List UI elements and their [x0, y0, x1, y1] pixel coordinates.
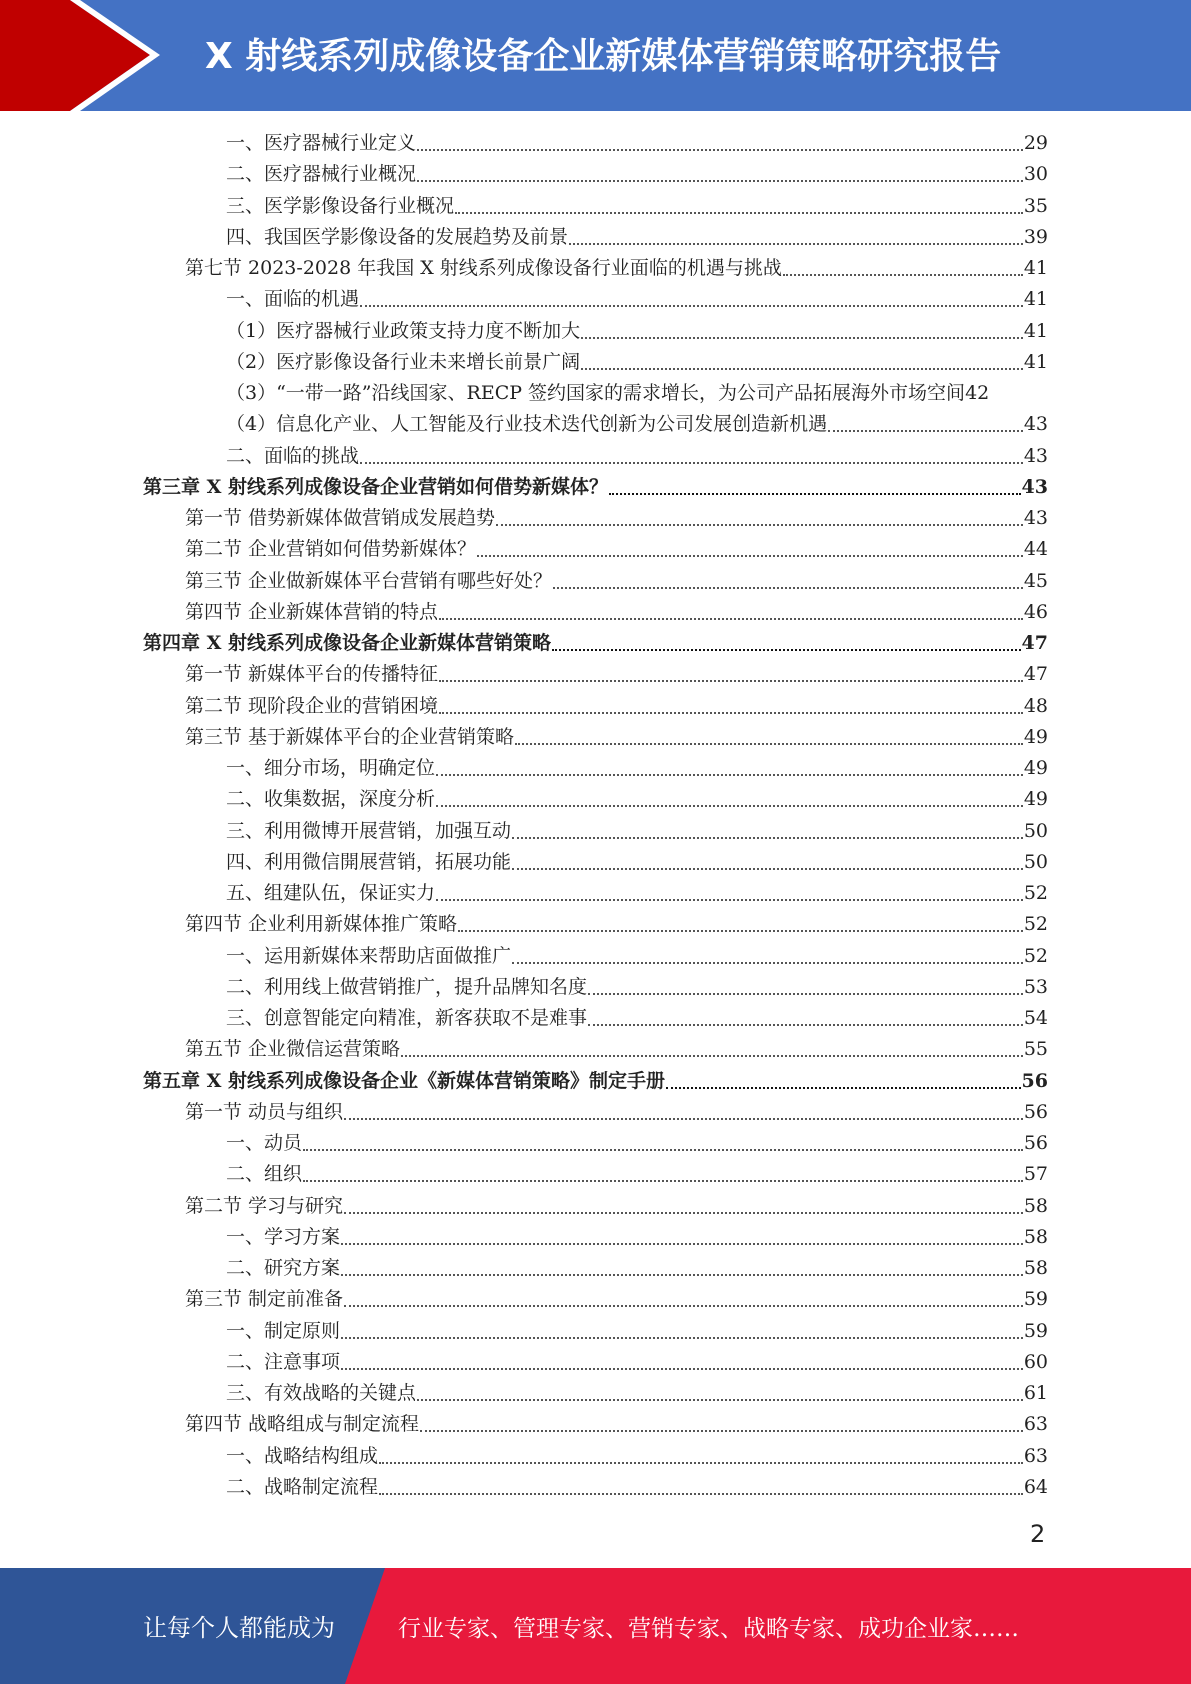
toc-entry-title: 第四章 X 射线系列成像设备企业新媒体营销策略: [143, 632, 551, 654]
toc-entry-title: （2）医疗影像设备行业未来增长前景广阔: [226, 350, 581, 373]
toc-dot-leader: [436, 774, 1023, 776]
toc-entry-page: 60: [1023, 1350, 1048, 1373]
toc-dot-leader: [588, 993, 1023, 995]
toc-entry[interactable]: [185, 597, 1048, 628]
toc-entry[interactable]: [226, 1472, 1048, 1503]
header-red-arrow-decoration: [0, 0, 150, 111]
toc-entry-page: 56: [1023, 1100, 1048, 1123]
toc-entry-title: 四、利用微信開展营销，拓展功能: [226, 850, 512, 873]
toc-entry[interactable]: [226, 878, 1048, 909]
toc-dot-leader: [341, 1337, 1023, 1339]
toc-dot-leader: [401, 1055, 1023, 1057]
toc-dot-leader: [303, 1149, 1023, 1151]
toc-entry-page: 58: [1023, 1257, 1048, 1279]
toc-entry-page: 52: [1023, 882, 1048, 904]
toc-entry[interactable]: [226, 441, 1048, 472]
toc-dot-leader: [477, 555, 1023, 557]
toc-entry-page: 39: [1023, 225, 1048, 248]
toc-entry-title: 二、研究方案: [226, 1257, 341, 1279]
toc-entry[interactable]: [185, 659, 1048, 690]
toc-entry[interactable]: [143, 472, 1048, 503]
toc-entry[interactable]: [185, 1034, 1048, 1065]
toc-dot-leader: [496, 524, 1023, 526]
toc-entry[interactable]: [143, 1066, 1048, 1097]
toc-entry[interactable]: [226, 378, 1048, 409]
toc-dot-leader: [515, 743, 1023, 745]
page-number: 2: [1030, 1520, 1046, 1548]
toc-entry-title: 二、战略制定流程: [226, 1475, 379, 1498]
toc-entry-title: 四、我国医学影像设备的发展趋势及前景: [226, 225, 569, 248]
toc-entry-title: 二、收集数据，深度分析: [226, 788, 436, 811]
toc-entry-title: 一、细分市场，明确定位: [226, 757, 436, 779]
toc-entry-page: 44: [1023, 538, 1048, 561]
toc-entry-title: 第二节 学习与研究: [185, 1194, 344, 1217]
toc-entry[interactable]: [226, 191, 1048, 222]
toc-entry[interactable]: [226, 972, 1048, 1003]
toc-entry[interactable]: [226, 753, 1048, 784]
toc-entry[interactable]: [226, 1378, 1048, 1409]
toc-entry-page: 50: [1023, 819, 1048, 842]
toc-dot-leader: [360, 305, 1023, 307]
toc-entry-page: 47: [1023, 663, 1048, 686]
toc-entry-title: 一、制定原则: [226, 1319, 341, 1342]
toc-entry[interactable]: [226, 1128, 1048, 1159]
toc-entry-title: 二、面临的挑战: [226, 444, 360, 467]
toc-entry[interactable]: [143, 628, 1048, 659]
toc-entry-page: 58: [1023, 1194, 1048, 1217]
toc-entry[interactable]: [226, 1347, 1048, 1378]
toc-entry-title: 第四节 企业利用新媒体推广策略: [185, 913, 458, 936]
toc-entry-title: 三、有效战略的关键点: [226, 1382, 417, 1404]
toc-dot-leader: [341, 1368, 1023, 1370]
toc-dot-leader: [512, 962, 1023, 964]
toc-entry-title: 第二节 现阶段企业的营销困境: [185, 694, 439, 717]
toc-entry-page: 41: [1023, 288, 1048, 311]
toc-dot-leader: [341, 1274, 1023, 1276]
toc-dot-leader: [417, 180, 1023, 182]
toc-entry-title: 二、组织: [226, 1163, 303, 1186]
toc-entry-title: 一、学习方案: [226, 1225, 341, 1248]
toc-entry-title: 一、动员: [226, 1132, 303, 1154]
toc-entry-title: 第一节 动员与组织: [185, 1100, 344, 1123]
toc-entry[interactable]: [185, 691, 1048, 722]
toc-entry-title: 一、运用新媒体来帮助店面做推广: [226, 944, 512, 967]
toc-entry[interactable]: [226, 222, 1048, 253]
toc-entry[interactable]: [185, 1284, 1048, 1315]
toc-dot-leader: [783, 274, 1023, 276]
toc-entry-title: 第四节 企业新媒体营销的特点: [185, 600, 439, 623]
toc-entry-page: 43: [1023, 507, 1048, 529]
toc-dot-leader: [569, 243, 1023, 245]
toc-dot-leader: [417, 149, 1023, 151]
toc-entry-page: 35: [1023, 194, 1048, 217]
toc-dot-leader: [553, 587, 1023, 589]
toc-entry[interactable]: [226, 284, 1048, 315]
toc-entry-page: 55: [1023, 1038, 1048, 1061]
toc-entry-title: （4）信息化产业、人工智能及行业技术迭代创新为公司发展创造新机遇: [226, 413, 828, 436]
toc-dot-leader: [379, 1493, 1023, 1495]
toc-entry-page: 54: [1023, 1007, 1048, 1029]
toc-entry-page: 46: [1023, 600, 1048, 623]
toc-dot-leader: [417, 1399, 1023, 1401]
toc-entry[interactable]: [226, 784, 1048, 815]
toc-entry-page: 63: [1023, 1444, 1048, 1467]
toc-entry-page: 59: [1023, 1319, 1048, 1342]
toc-entry-title: 第七节 2023-2028 年我国 X 射线系列成像设备行业面临的机遇与挑战: [185, 257, 782, 279]
toc-dot-leader: [303, 1180, 1023, 1182]
toc-dot-leader: [341, 1243, 1023, 1245]
toc-entry-page: 59: [1023, 1288, 1048, 1311]
toc-entry-title: 第三章 X 射线系列成像设备企业营销如何借势新媒体？: [143, 475, 608, 498]
toc-entry-page: 53: [1023, 975, 1048, 998]
toc-entry-page: 56: [1021, 1069, 1048, 1092]
toc-dot-leader: [552, 649, 1021, 651]
toc-entry-title: 第一节 新媒体平台的传播特征: [185, 663, 439, 686]
toc-entry-title: 二、利用线上做营销推广，提升品牌知名度: [226, 975, 588, 998]
toc-dot-leader: [588, 1024, 1023, 1026]
toc-entry[interactable]: [185, 566, 1048, 597]
toc-entry-page: 42: [965, 382, 990, 404]
toc-entry-page: 61: [1023, 1382, 1048, 1404]
toc-entry[interactable]: [226, 316, 1048, 347]
toc-entry-title: 第三节 企业做新媒体平台营销有哪些好处？: [185, 569, 553, 592]
toc-dot-leader: [666, 1087, 1021, 1089]
toc-entry-page: 64: [1023, 1475, 1048, 1498]
toc-entry-page: 52: [1023, 913, 1048, 936]
toc-entry-page: 58: [1023, 1225, 1048, 1248]
toc-entry-page: 41: [1023, 257, 1048, 279]
toc-entry-title: 一、医疗器械行业定义: [226, 132, 417, 154]
toc-entry-title: 三、创意智能定向精准，新客获取不是难事: [226, 1007, 588, 1029]
toc-entry-page: 50: [1023, 850, 1048, 873]
toc-entry[interactable]: [185, 1409, 1048, 1440]
toc-dot-leader: [344, 1305, 1023, 1307]
toc-entry-page: 41: [1023, 319, 1048, 342]
toc-dot-leader: [512, 837, 1023, 839]
toc-entry-title: 第一节 借势新媒体做营销成发展趋势: [185, 507, 496, 529]
toc-entry[interactable]: [226, 1441, 1048, 1472]
toc-entry-page: 43: [1023, 444, 1048, 467]
toc-dot-leader: [344, 1212, 1023, 1214]
toc-entry-page: 43: [1021, 475, 1048, 498]
toc-entry[interactable]: [226, 847, 1048, 878]
toc-entry[interactable]: [185, 1097, 1048, 1128]
toc-entry-title: 二、医疗器械行业概况: [226, 163, 417, 186]
toc-dot-leader: [458, 930, 1023, 932]
toc-entry-page: 45: [1023, 569, 1048, 592]
toc-entry-page: 48: [1023, 694, 1048, 717]
toc-entry[interactable]: [226, 1222, 1048, 1253]
toc-entry-page: 41: [1023, 350, 1048, 373]
toc-entry-page: 56: [1023, 1132, 1048, 1154]
toc-entry[interactable]: [226, 941, 1048, 972]
toc-dot-leader: [420, 1430, 1023, 1432]
toc-entry[interactable]: [226, 159, 1048, 190]
toc-entry[interactable]: [226, 128, 1048, 159]
toc-dot-leader: [344, 1118, 1023, 1120]
toc-entry-page: 49: [1023, 788, 1048, 811]
toc-entry[interactable]: [226, 816, 1048, 847]
toc-dot-leader: [581, 368, 1023, 370]
toc-entry-page: 49: [1023, 757, 1048, 779]
toc-entry-title: 三、利用微博开展营销，加强互动: [226, 819, 512, 842]
toc-dot-leader: [439, 618, 1023, 620]
toc-dot-leader: [581, 337, 1023, 339]
toc-entry[interactable]: [226, 409, 1048, 440]
toc-dot-leader: [379, 1462, 1023, 1464]
toc-entry[interactable]: [226, 1159, 1048, 1190]
toc-entry-title: 第四节 战略组成与制定流程: [185, 1413, 420, 1436]
toc-dot-leader: [436, 805, 1023, 807]
toc-entry-title: 一、面临的机遇: [226, 288, 360, 311]
toc-entry-title: 第五章 X 射线系列成像设备企业《新媒体营销策略》制定手册: [143, 1069, 665, 1092]
toc-entry-page: 30: [1023, 163, 1048, 186]
toc-entry[interactable]: [185, 534, 1048, 565]
footer-slogan-right: 行业专家、管理专家、营销专家、战略专家、成功企业家……: [398, 1616, 1019, 1642]
toc-entry[interactable]: [226, 1316, 1048, 1347]
toc-entry[interactable]: [226, 347, 1048, 378]
report-title: X 射线系列成像设备企业新媒体营销策略研究报告: [205, 36, 1002, 77]
page-header: [0, 0, 1191, 111]
toc-entry[interactable]: [185, 722, 1048, 753]
toc-dot-leader: [439, 680, 1023, 682]
toc-entry-page: 29: [1023, 132, 1048, 154]
toc-entry[interactable]: [185, 1191, 1048, 1222]
toc-entry-title: （1）医疗器械行业政策支持力度不断加大: [226, 319, 581, 342]
toc-entry-title: 二、注意事项: [226, 1350, 341, 1373]
toc-entry-page: 47: [1021, 632, 1048, 654]
toc-entry-page: 43: [1023, 413, 1048, 436]
toc-entry[interactable]: [226, 1003, 1048, 1034]
toc-dot-leader: [609, 493, 1021, 495]
toc-entry[interactable]: [185, 253, 1048, 284]
toc-dot-leader: [512, 868, 1023, 870]
toc-entry-page: 63: [1023, 1413, 1048, 1436]
toc-entry-page: 49: [1023, 725, 1048, 748]
toc-entry-title: 五、组建队伍，保证实力: [226, 882, 436, 904]
toc-entry-title: 第三节 基于新媒体平台的企业营销策略: [185, 725, 515, 748]
toc-entry[interactable]: [185, 503, 1048, 534]
footer-slogan-left: 让每个人都能成为: [143, 1614, 335, 1642]
toc-dot-leader: [828, 430, 1023, 432]
toc-entry-title: （3）“一带一路”沿线国家、RECP 签约国家的需求增长，为公司产品拓展海外市场空间: [226, 382, 966, 404]
page-footer: [0, 1568, 1191, 1684]
toc-entry-title: 第二节 企业营销如何借势新媒体？: [185, 538, 477, 561]
toc-entry[interactable]: [185, 909, 1048, 940]
toc-dot-leader: [455, 212, 1023, 214]
toc-entry-page: 57: [1023, 1163, 1048, 1186]
toc-entry-title: 第三节 制定前准备: [185, 1288, 344, 1311]
toc-dot-leader: [436, 899, 1023, 901]
toc-entry-title: 第五节 企业微信运营策略: [185, 1038, 401, 1061]
toc-entry-title: 三、医学影像设备行业概况: [226, 194, 455, 217]
toc-entry[interactable]: [226, 1253, 1048, 1284]
toc-entry-title: 一、战略结构组成: [226, 1444, 379, 1467]
toc-entry-page: 52: [1023, 944, 1048, 967]
toc-dot-leader: [360, 462, 1023, 464]
toc-dot-leader: [439, 712, 1023, 714]
